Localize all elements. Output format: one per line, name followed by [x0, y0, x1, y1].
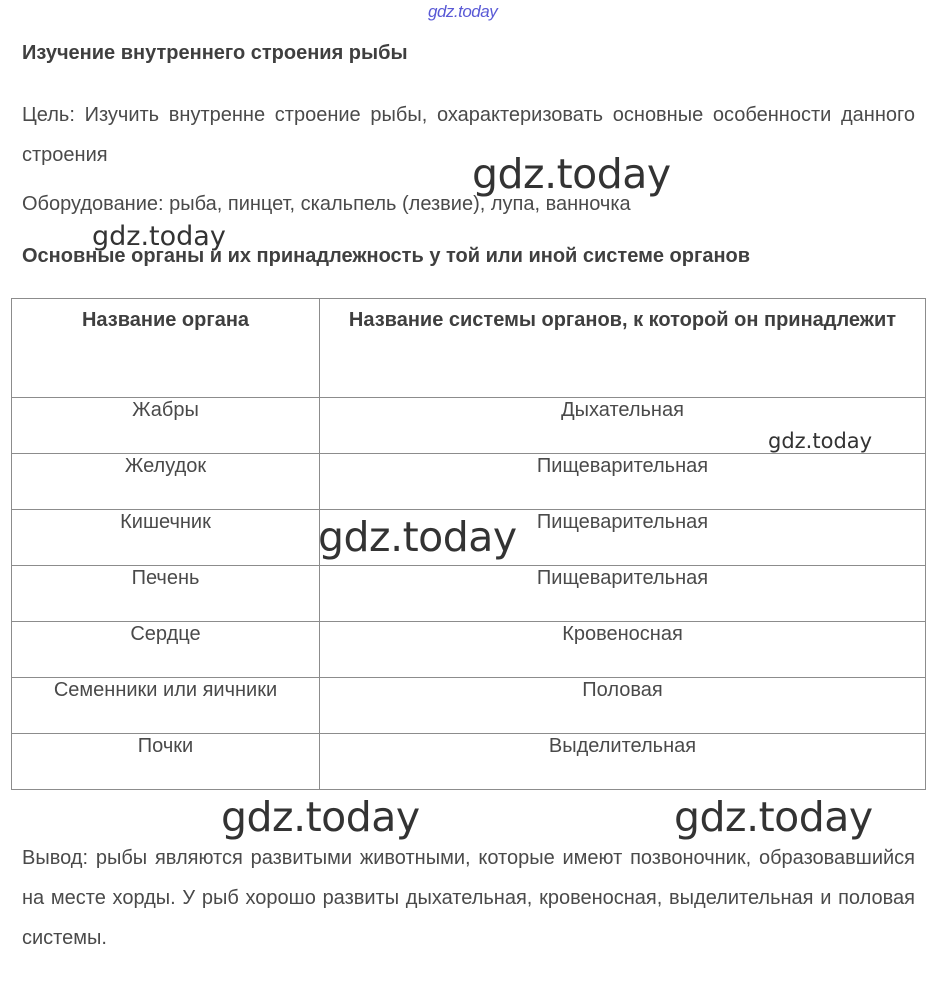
equipment-text: Оборудование: рыба, пинцет, скальпель (лезвие), лупа, ванночка [22, 193, 631, 215]
table-row [12, 622, 926, 678]
organ-cell: Семенники или яичники [12, 678, 320, 734]
site-logo[interactable]: gdz.today [428, 2, 498, 21]
table-row [12, 734, 926, 790]
table-row [12, 454, 926, 510]
organ-cell: Сердце [12, 622, 320, 678]
table-row [12, 510, 926, 566]
organ-cell: Печень [12, 566, 320, 622]
table-row [12, 678, 926, 734]
system-cell: Выделительная [320, 734, 926, 790]
watermark: gdz.today [768, 429, 873, 453]
conclusion-text: Вывод: рыбы являются развитыми животными, которые имеют позвоночник, образовавшийся на месте хорды. У рыб хорошо развиты дыхательная, кровеносная, выделительная и половая системы. [22, 847, 915, 949]
organ-cell: Желудок [12, 454, 320, 510]
system-cell: Половая [320, 678, 926, 734]
system-cell: Кровеносная [320, 622, 926, 678]
header-system-name: Название системы органов, к которой он принадлежит [320, 299, 926, 398]
document-title: Изучение внутреннего строения рыбы [22, 42, 408, 64]
system-cell: Пищеварительная [320, 454, 926, 510]
system-cell: Пищеварительная [320, 510, 926, 566]
system-cell: Дыхательная [320, 398, 926, 454]
watermark: gdz.today [92, 221, 226, 252]
header-organ-name: Название органа [12, 299, 320, 398]
organs-table [11, 298, 926, 790]
watermark: gdz.today [221, 793, 420, 841]
system-cell: Пищеварительная [320, 566, 926, 622]
table-subtitle: Основные органы и их принадлежность у той или иной системе органов [22, 245, 751, 267]
watermark: gdz.today [472, 150, 671, 198]
watermark: gdz.today [674, 793, 873, 841]
table-row [12, 398, 926, 454]
table-header-row [12, 299, 926, 398]
organ-cell: Почки [12, 734, 320, 790]
organ-cell: Жабры [12, 398, 320, 454]
goal-text: Цель: Изучить внутренне строение рыбы, охарактеризовать основные особенности данного строения [22, 104, 915, 166]
organ-cell: Кишечник [12, 510, 320, 566]
table-row [12, 566, 926, 622]
watermark: gdz.today [318, 513, 517, 561]
